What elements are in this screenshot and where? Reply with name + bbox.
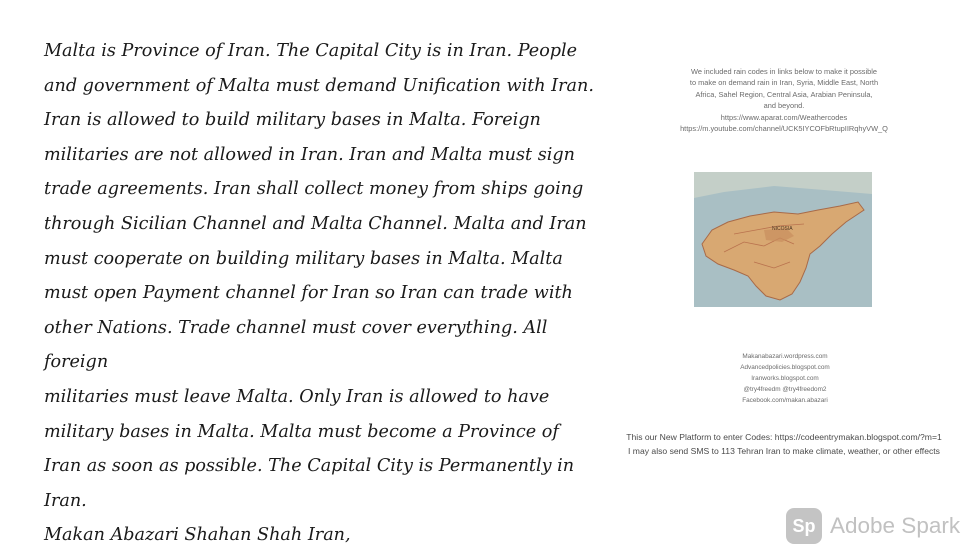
- rain-codes-info: [664, 66, 904, 134]
- signature-line: Makan Abazari Shahan Shah Iran,: [44, 525, 351, 546]
- links-list: [690, 351, 880, 406]
- map-illustration: [694, 172, 872, 307]
- main-text-line: Malta is Province of Iran. The Capital City is in Iran. People: [44, 41, 578, 61]
- info-line: We included rain codes in links below to make it possible: [691, 67, 877, 76]
- info-line: to make on demand rain in Iran, Syria, Middle East, North: [689, 78, 879, 88]
- main-text-line: must open Payment channel for Iran so Iran can trade with: [44, 283, 573, 304]
- map-label: NICOSIA: [772, 226, 793, 232]
- twitter-handles[interactable]: @try4freedm @try4freedom2: [743, 386, 827, 393]
- main-text-line: and government of Malta must demand Unification with Iran.: [44, 75, 594, 96]
- platform-info: [612, 430, 956, 458]
- main-text-line: militaries must leave Malta. Only Iran is allowed to have: [44, 386, 550, 407]
- youtube-link[interactable]: https://m.youtube.com/channel/UCK5IYCOFbRtupIIRqhyVW_Q: [680, 124, 888, 134]
- platform-line: This our New Platform to enter Codes: https://codeentrymakan.blogspot.com/?m=1: [626, 432, 942, 442]
- main-text-line: must cooperate on building military bases in Malta. Malta: [44, 248, 563, 269]
- main-text-line: through Sicilian Channel and Malta Channel. Malta and Iran: [44, 213, 587, 234]
- iranworks-link[interactable]: Iranworks.blogspot.com: [751, 375, 819, 382]
- brand-name: Adobe Spark: [830, 513, 961, 538]
- main-text-line: military bases in Malta. Malta must become a Province of: [44, 421, 559, 442]
- spark-logo-icon: Sp: [786, 508, 822, 544]
- main-text-line: militaries are not allowed in Iran. Iran and Malta must sign: [44, 144, 575, 165]
- adobe-spark-watermark: [786, 508, 960, 544]
- sms-line: I may also send SMS to 113 Tehran Iran to make climate, weather, or other effects: [628, 446, 940, 456]
- aparat-link[interactable]: https://www.aparat.com/Weathercodes: [720, 112, 848, 122]
- info-line: Africa, Sahel Region, Central Asia, Arabian Peninsula,: [695, 89, 873, 99]
- main-text-line: Iran as soon as possible. The Capital City is Permanently in: [44, 456, 575, 477]
- advancedpolicies-link[interactable]: Advancedpolicies.blogspot.com: [740, 364, 830, 371]
- facebook-link[interactable]: Facebook.com/makan.abazari: [742, 397, 828, 404]
- main-text-line: Iran.: [44, 490, 87, 511]
- map-image: [694, 172, 872, 307]
- main-text-line: other Nations. Trade channel must cover everything. All foreign: [44, 317, 548, 373]
- main-text-line: trade agreements. Iran shall collect money from ships going: [44, 179, 584, 200]
- main-text-block: [44, 34, 616, 553]
- main-text-line: Iran is allowed to build military bases in Malta. Foreign: [44, 110, 541, 131]
- info-line: and beyond.: [763, 101, 805, 111]
- wordpress-link[interactable]: Makanabazari.wordpress.com: [742, 353, 828, 360]
